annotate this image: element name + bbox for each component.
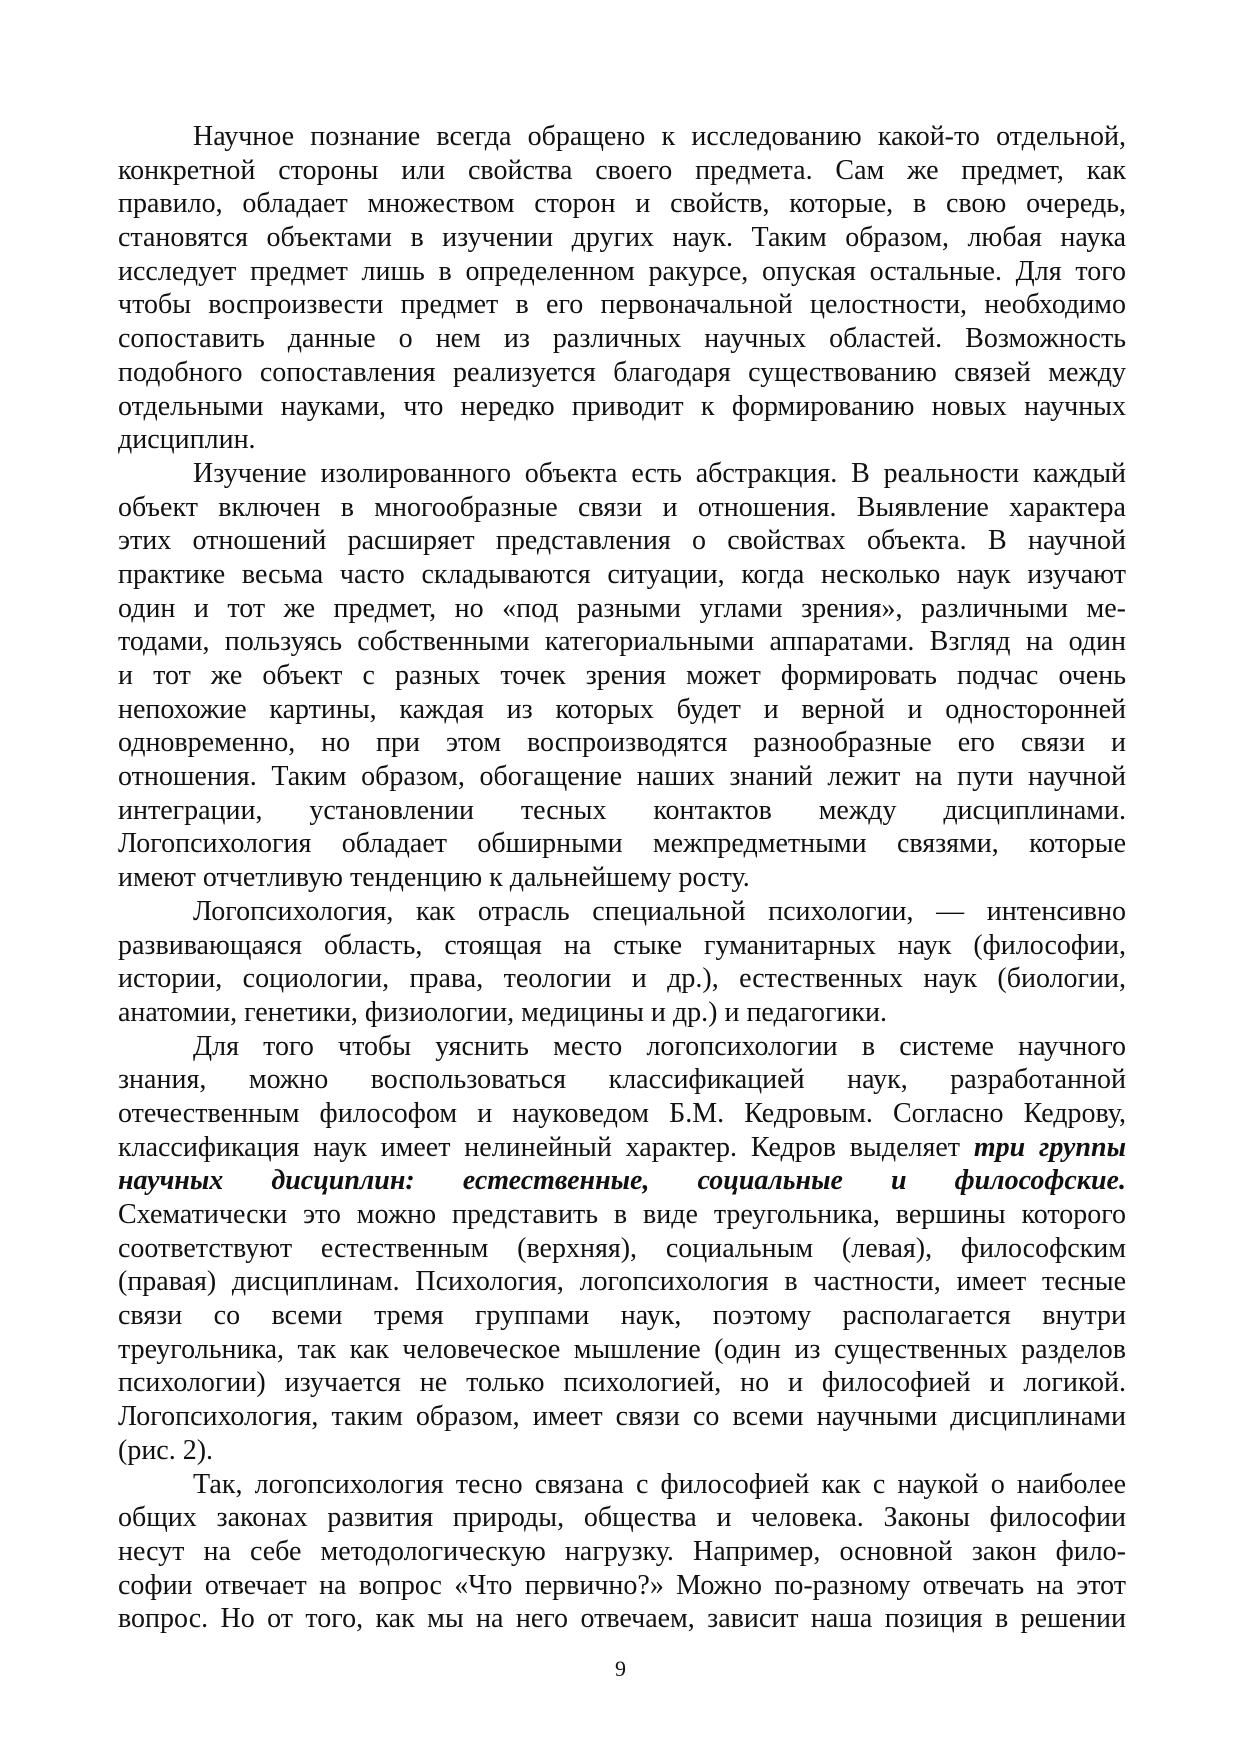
- text-line: психологии) изучается не только психологией, но и философией и логикой.: [118, 1367, 1126, 1399]
- text-line: Схематически это можно представить в виде треугольника, вершины которого: [118, 1199, 1126, 1230]
- document-body: [118, 120, 1126, 1636]
- paragraph: [118, 895, 1126, 1030]
- text-line: связи со всеми тремя группами наук, поэтому располагается внутри: [118, 1300, 1126, 1332]
- text-line: развивающаяся область, стоящая на стыке гуманитарных наук (философии,: [118, 929, 1126, 961]
- text-line: общих законах развития природы, общества и человека. Законы философии: [118, 1502, 1126, 1534]
- text-line: объект включен в многообразные связи и отношения. Выявление характера: [118, 491, 1126, 523]
- text-line: Изучение изолированного объекта есть абстракция. В реальности каждый: [193, 457, 1126, 489]
- text-line: дисциплин.: [118, 424, 256, 456]
- page-number: 9: [615, 1656, 626, 1681]
- text-line: чтобы воспроизвести предмет в его первоначальной целостности, необходимо: [118, 289, 1126, 321]
- text-line: Научное познание всегда обращено к исследованию какой-то отдельной,: [193, 121, 1126, 152]
- text-line: отношения. Таким образом, обогащение наших знаний лежит на пути научной: [118, 761, 1126, 793]
- text-segment: классификация наук имеет нелинейный характер. Кедров выделяет: [118, 1131, 974, 1163]
- text-line: соответствуют естественным (верхняя), социальным (левая), философским: [118, 1232, 1126, 1264]
- text-line: истории, социологии, права, теологии и др.), естественных наук (биологии,: [118, 963, 1126, 995]
- text-line: анатомии, генетики, физиологии, медицины и др.) и педагогики.: [118, 996, 888, 1028]
- text-line: тодами, пользуясь собственными категориальными аппаратами. Взгляд на один: [118, 626, 1126, 658]
- text-line: Так, логопсихология тесно связана с философией как с наукой о наиболее: [193, 1468, 1126, 1500]
- text-line: (рис. 2).: [118, 1434, 214, 1466]
- text-line: интеграции, установлении тесных контактов между дисциплинами.: [118, 794, 1126, 826]
- text-line: отечественным философом и науковедом Б.М. Кедровым. Согласно Кедрову,: [118, 1097, 1126, 1129]
- text-line: становятся объектами в изучении других наук. Таким образом, любая наука: [118, 222, 1126, 254]
- text-line: этих отношений расширяет представления о свойствах объекта. В научной: [118, 525, 1126, 557]
- text-line: [118, 1164, 1126, 1198]
- text-line: практике весьма часто складываются ситуации, когда несколько наук изучают: [118, 558, 1126, 590]
- paragraph: [118, 1030, 1126, 1468]
- text-line: один и тот же предмет, но «под разными углами зрения», различными ме-: [118, 592, 1126, 624]
- text-line: одновременно, но при этом воспроизводятся разнообразные его связи и: [118, 727, 1126, 759]
- text-line: [118, 1131, 1126, 1165]
- text-line: знания, можно воспользоваться классификацией наук, разработанной: [118, 1064, 1126, 1096]
- text-line: правило, обладает множеством сторон и свойств, которые, в свою очередь,: [118, 188, 1126, 220]
- text-line: непохожие картины, каждая из которых будет и верной и односторонней: [118, 693, 1126, 725]
- paragraph: [118, 457, 1126, 895]
- text-line: несут на себе методологическую нагрузку. Например, основной закон фило-: [118, 1535, 1126, 1567]
- text-line: (правая) дисциплинам. Психология, логопсихология в частности, имеет тесные: [118, 1266, 1126, 1298]
- text-line: имеют отчетливую тенденцию к дальнейшему росту.: [118, 862, 750, 894]
- emphasized-text: научных дисциплин: естественные, социальные и философские.: [118, 1165, 1126, 1197]
- text-line: Логопсихология, таким образом, имеет связи со всеми научными дисциплинами: [118, 1401, 1126, 1433]
- text-line: исследует предмет лишь в определенном ракурсе, опуская остальные. Для того: [118, 255, 1126, 287]
- text-line: треугольника, так как человеческое мышление (один из существенных разделов: [118, 1333, 1126, 1365]
- paragraph: [118, 120, 1126, 457]
- text-line: Логопсихология обладает обширными межпредметными связями, которые: [118, 828, 1126, 860]
- text-line: софии отвечает на вопрос «Что первично?» Можно по-разному отвечать на этот: [118, 1569, 1126, 1601]
- text-line: Для того чтобы уяснить место логопсихологии в системе научного: [193, 1030, 1126, 1062]
- text-line: сопоставить данные о нем из различных научных областей. Возможность: [118, 323, 1126, 355]
- paragraph: [118, 1468, 1126, 1636]
- text-line: и тот же объект с разных точек зрения может формировать подчас очень: [118, 660, 1126, 691]
- text-line: конкретной стороны или свойства своего предмета. Сам же предмет, как: [118, 154, 1126, 186]
- text-line: Логопсихология, как отрасль специальной психологии, — интенсивно: [193, 895, 1126, 927]
- text-line: отдельными науками, что нередко приводит к формированию новых научных: [118, 390, 1126, 422]
- text-line: вопрос. Но от того, как мы на него отвечаем, зависит наша позиция в решении: [118, 1603, 1126, 1635]
- text-line: подобного сопоставления реализуется благодаря существованию связей между: [118, 356, 1126, 388]
- emphasized-text: три группы: [973, 1131, 1126, 1163]
